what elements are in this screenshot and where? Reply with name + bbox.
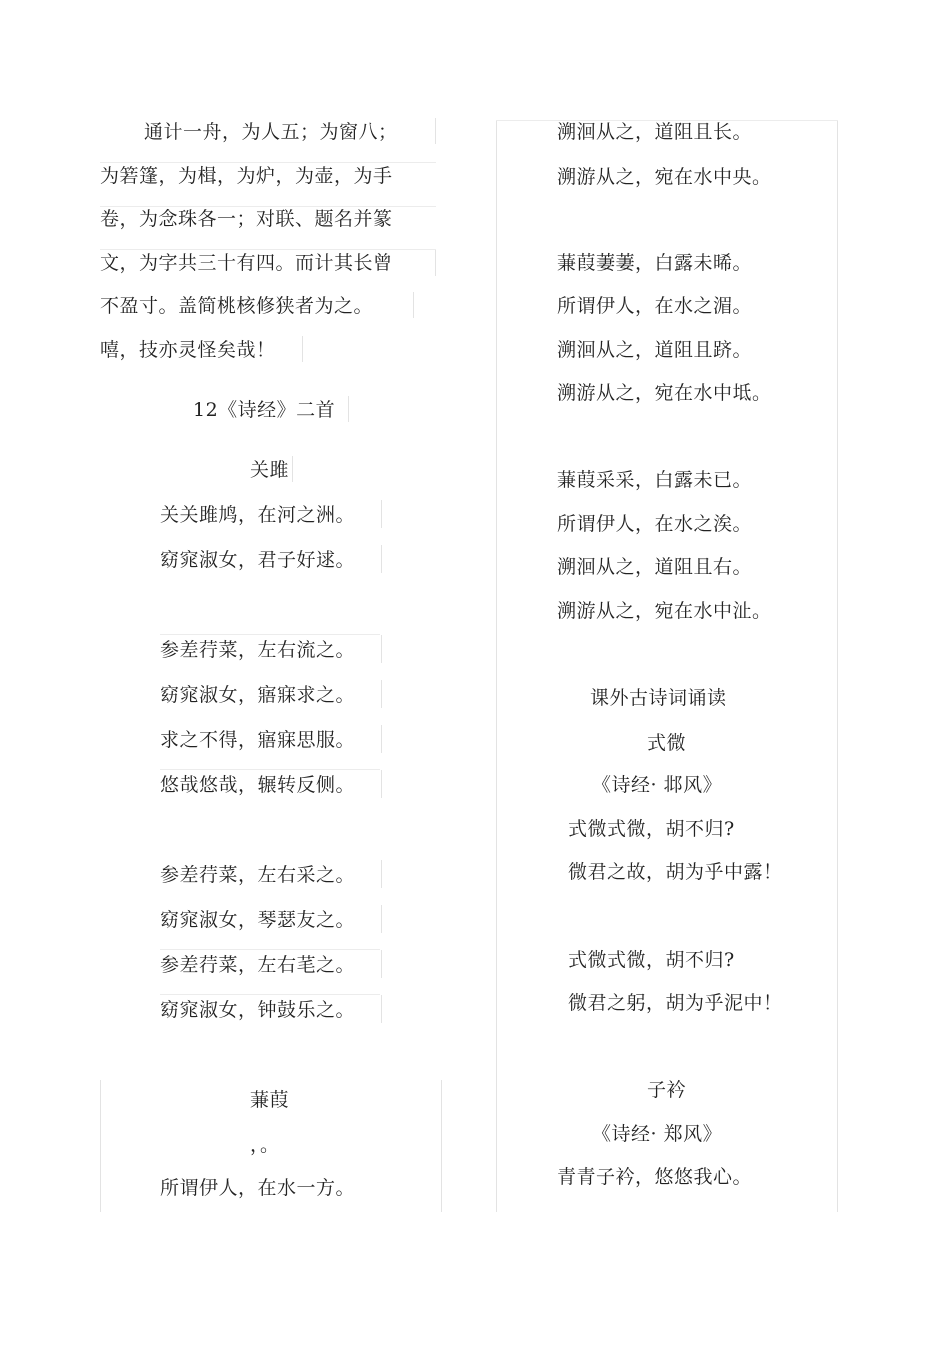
frame-line bbox=[381, 635, 382, 663]
frame-line bbox=[292, 456, 293, 482]
poem-line: 所谓伊人，在水之涘。 bbox=[557, 513, 753, 535]
section-title: 课外古诗词诵读 bbox=[590, 687, 727, 709]
frame-line bbox=[381, 680, 382, 708]
poem-line: 溯游从之，宛在水中坻。 bbox=[557, 382, 772, 404]
frame-line bbox=[837, 120, 838, 1212]
poem-line: 悠哉悠哉，辗转反侧。 bbox=[160, 774, 356, 796]
poem-line: 式微式微，胡不归? bbox=[568, 818, 735, 840]
frame-line bbox=[348, 396, 349, 422]
frame-line bbox=[381, 770, 382, 798]
prose-line: 通计一舟，为人五；为窗八； bbox=[144, 121, 398, 143]
poem-line: 所谓伊人，在水之湄。 bbox=[557, 295, 753, 317]
frame-line bbox=[160, 634, 380, 635]
poem-title: 蒹葭 bbox=[250, 1089, 290, 1111]
poem-line: 参差荇菜，左右采之。 bbox=[160, 864, 356, 886]
frame-line bbox=[381, 950, 382, 978]
frame-line bbox=[496, 120, 497, 1212]
poem-title: 关雎 bbox=[250, 459, 290, 481]
poem-line: 溯游从之，宛在水中央。 bbox=[557, 166, 772, 188]
poem-line: 蒹葭萋萋，白露未晞。 bbox=[557, 252, 753, 274]
poem-line: 式微式微，胡不归? bbox=[568, 949, 735, 971]
frame-line bbox=[160, 949, 380, 950]
poem-line: 窈窕淑女，寤寐求之。 bbox=[160, 684, 356, 706]
poem-line: 溯洄从之，道阻且右。 bbox=[557, 556, 753, 578]
poem-line: 求之不得，寤寐思服。 bbox=[160, 729, 356, 751]
frame-line bbox=[160, 769, 380, 770]
frame-line bbox=[381, 860, 382, 888]
frame-line bbox=[381, 545, 382, 573]
prose-line: 卷，为念珠各一；对联、题名并篆 bbox=[100, 208, 393, 230]
poem-line: 蒹葭采采，白露未已。 bbox=[557, 469, 753, 491]
poem-line: 青青子衿，悠悠我心。 bbox=[557, 1166, 753, 1188]
frame-line bbox=[100, 162, 436, 163]
frame-line bbox=[302, 336, 303, 362]
frame-line bbox=[435, 118, 436, 144]
prose-line: 不盈寸。盖简桃核修狭者为之。 bbox=[100, 295, 374, 317]
poem-line: 溯洄从之，道阻且长。 bbox=[557, 121, 753, 143]
poem-line: 溯游从之，宛在水中沚。 bbox=[557, 600, 772, 622]
poem-line: 微君之躬，胡为乎泥中！ bbox=[568, 992, 783, 1014]
poem-title: 式微 bbox=[647, 732, 687, 754]
prose-line: 嘻，技亦灵怪矣哉！ bbox=[100, 339, 276, 361]
poem-line: 窈窕淑女，钟鼓乐之。 bbox=[160, 999, 356, 1021]
frame-line bbox=[100, 1080, 101, 1212]
poem-line: 微君之故，胡为乎中露！ bbox=[568, 861, 783, 883]
frame-line bbox=[381, 995, 382, 1023]
frame-line bbox=[381, 500, 382, 528]
section-title: 12《诗经》二首 bbox=[193, 399, 336, 421]
prose-line: 为箬篷，为楫，为炉，为壶，为手 bbox=[100, 165, 393, 187]
poem-source: 《诗经· 邶风》 bbox=[592, 774, 723, 796]
frame-line bbox=[435, 250, 436, 276]
prose-line: 文，为字共三十有四。而计其长曾 bbox=[100, 252, 393, 274]
poem-line: 窈窕淑女，君子好逑。 bbox=[160, 549, 356, 571]
poem-title: 子衿 bbox=[647, 1079, 687, 1101]
frame-line bbox=[381, 725, 382, 753]
poem-line: 参差荇菜，左右芼之。 bbox=[160, 954, 356, 976]
frame-line bbox=[160, 994, 380, 995]
frame-line bbox=[100, 249, 436, 250]
poem-source: 《诗经· 郑风》 bbox=[592, 1123, 723, 1145]
poem-line: ，。 bbox=[250, 1134, 280, 1156]
poem-line: 所谓伊人，在水一方。 bbox=[160, 1177, 356, 1199]
poem-line: 关关雎鸠，在河之洲。 bbox=[160, 504, 356, 526]
frame-line bbox=[381, 905, 382, 933]
poem-line: 参差荇菜，左右流之。 bbox=[160, 639, 356, 661]
frame-line bbox=[413, 292, 414, 318]
frame-line bbox=[441, 1080, 442, 1212]
poem-line: 溯洄从之，道阻且跻。 bbox=[557, 339, 753, 361]
poem-line: 窈窕淑女，琴瑟友之。 bbox=[160, 909, 356, 931]
